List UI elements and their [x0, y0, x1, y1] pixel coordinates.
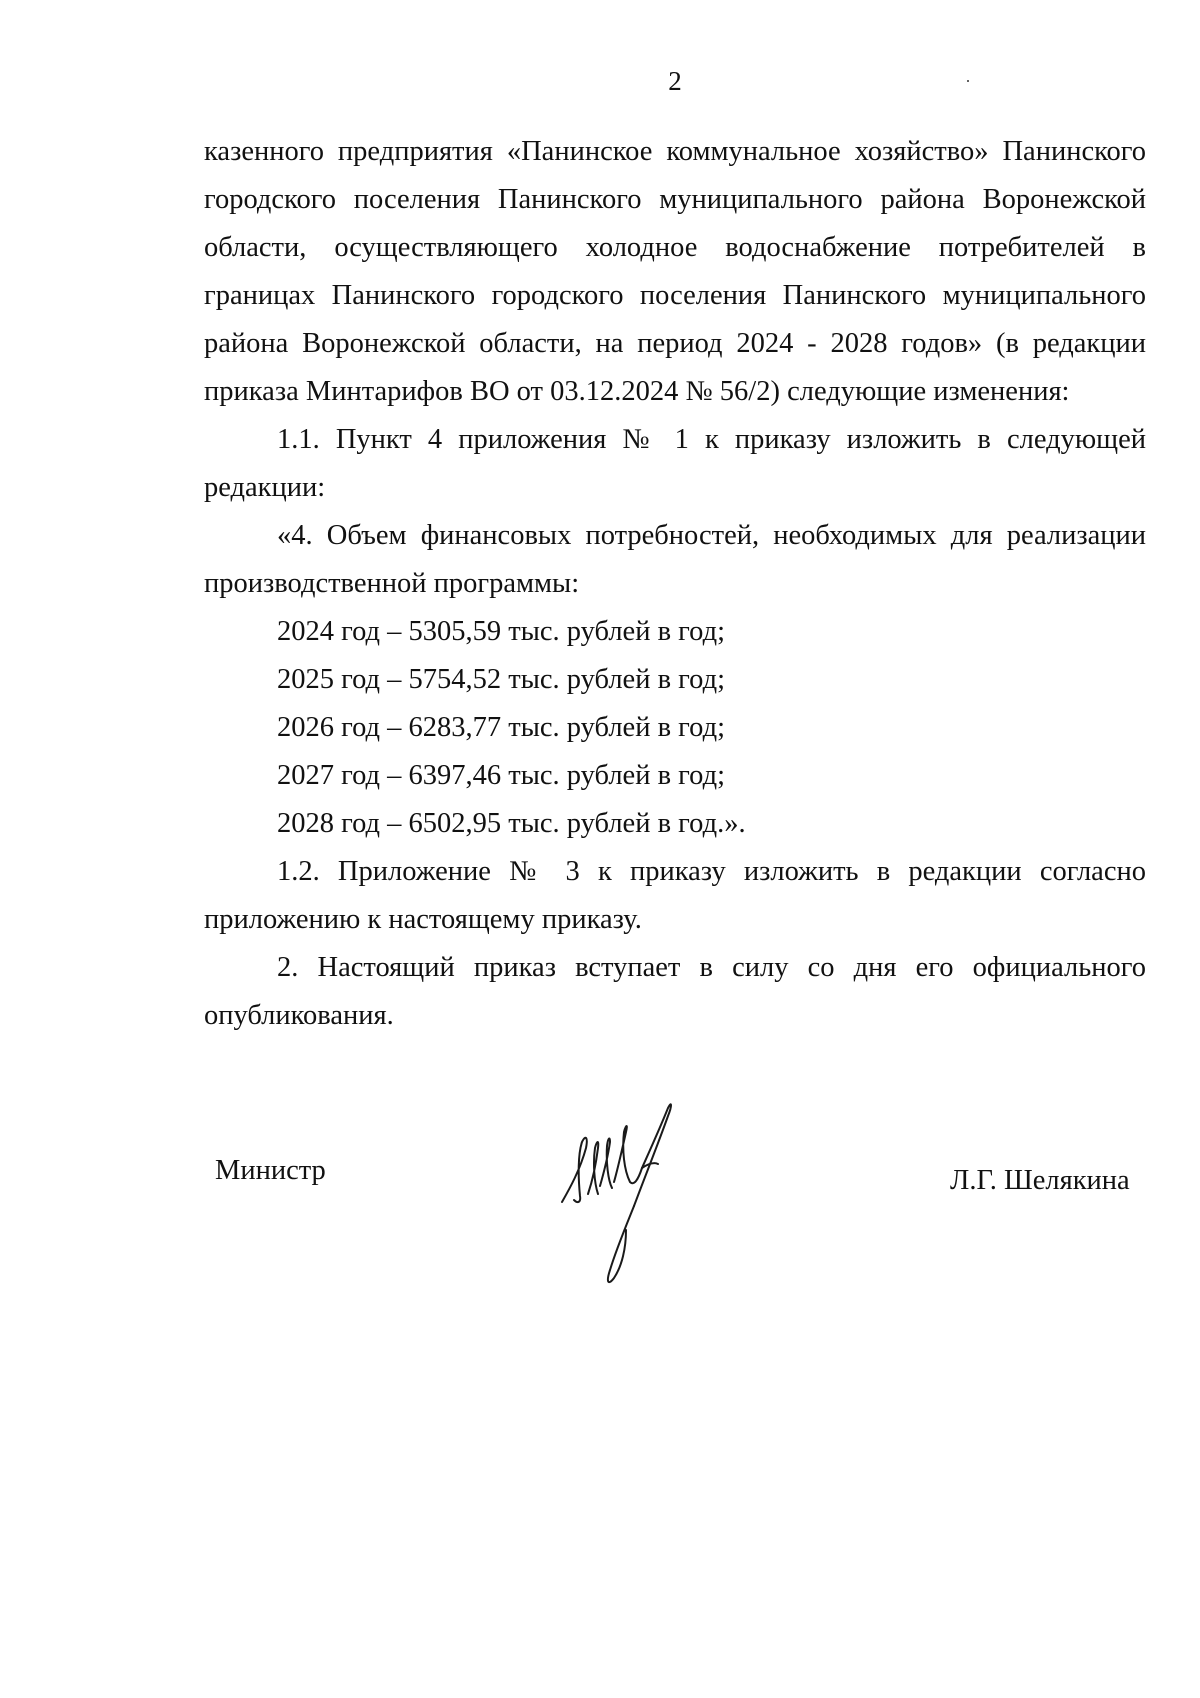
paragraph-year-2028: 2028 год – 6502,95 тыс. рублей в год.». [277, 808, 746, 839]
paragraph-year-2024: 2024 год – 5305,59 тыс. рублей в год; [277, 616, 725, 647]
handwritten-signature [550, 1090, 700, 1300]
paragraph-year-2025: 2025 год – 5754,52 тыс. рублей в год; [277, 664, 725, 695]
signatory-title: Министр [215, 1155, 326, 1186]
paragraph-intro: казенного предприятия «Панинское коммунальное хозяйство» Панинского городского поселения Панинского муниципального района Воронежской области, осуществляющего холодное водоснабжение потребителей в границах Панинского городского поселения Панинского муниципального района Воронежской области, на период 2024 - 2028 годов» (в редакции приказа Минтарифов ВО от 03.12.2024 № 56/2) следующие изменения: [204, 136, 1146, 407]
signatory-name: Л.Г. Шелякина [950, 1165, 1130, 1196]
paragraph-item-2: 2. Настоящий приказ вступает в силу со дня его официального опубликования. [204, 952, 1146, 1031]
page-number: 2 [668, 66, 682, 96]
scan-dot [967, 80, 969, 82]
signature-block [0, 1140, 1200, 1300]
paragraph-year-2027: 2027 год – 6397,46 тыс. рублей в год; [277, 760, 725, 791]
paragraph-year-2026: 2026 год – 6283,77 тыс. рублей в год; [277, 712, 725, 743]
paragraph-item-1-2: 1.2. Приложение № 3 к приказу изложить в редакции согласно приложению к настоящему приказу. [204, 856, 1146, 935]
paragraph-item-1-1: 1.1. Пункт 4 приложения № 1 к приказу изложить в следующей редакции: [204, 424, 1146, 503]
paragraph-financial-needs: «4. Объем финансовых потребностей, необходимых для реализации производственной программы: [204, 520, 1146, 599]
document-body [204, 128, 1146, 1040]
